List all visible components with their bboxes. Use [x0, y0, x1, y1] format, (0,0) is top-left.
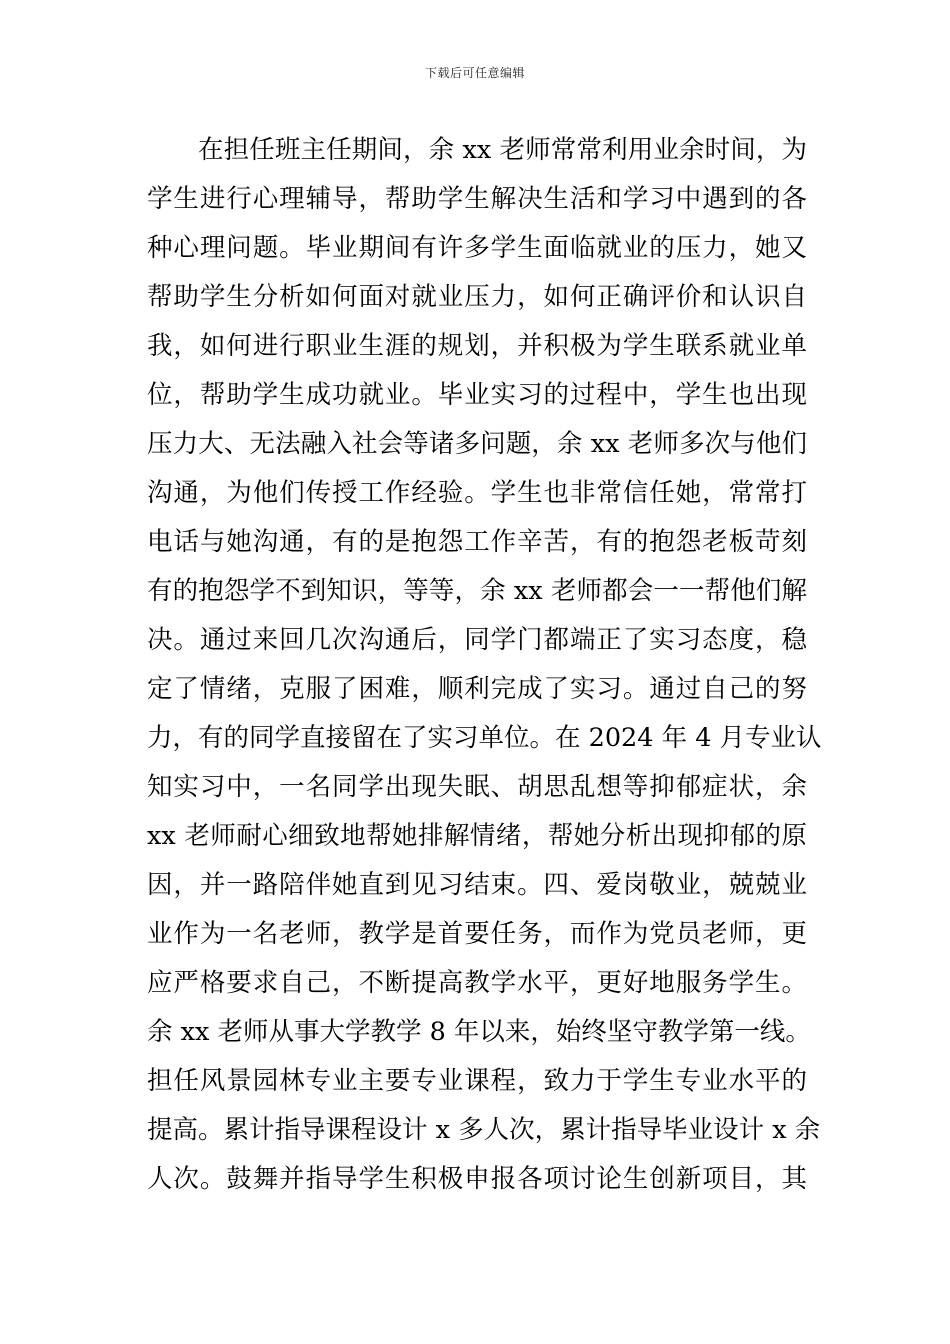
- text-line: 种心理问题。毕业期间有许多学生面临就业的压力，她又: [147, 233, 807, 263]
- text-line: 力，有的同学直接留在了实习单位。在 2024 年 4 月专业认: [147, 723, 822, 753]
- text-line: 定了情绪，克服了困难，顺利完成了实习。通过自己的努: [147, 674, 807, 704]
- text-line: xx 老师耐心细致地帮她排解情绪，帮她分析出现抑郁的原: [147, 821, 807, 851]
- text-line: 在担任班主任期间，余 xx 老师常常利用业余时间，为: [198, 135, 807, 165]
- text-line: 人次。鼓舞并指导学生积极申报各项讨论生创新项目，其: [147, 1164, 807, 1194]
- text-line: 应严格要求自己，不断提高教学水平，更好地服务学生。: [147, 968, 807, 998]
- text-line: 担任风景园林专业主要专业课程，致力于学生专业水平的: [147, 1066, 807, 1096]
- text-line: 我，如何进行职业生涯的规划，并积极为学生联系就业单: [147, 331, 807, 361]
- text-line: 提高。累计指导课程设计 x 多人次，累计指导毕业设计 x 余: [147, 1115, 821, 1145]
- text-line: 因，并一路陪伴她直到见习结束。四、爱岗敬业，兢兢业: [147, 870, 807, 900]
- text-line: 位，帮助学生成功就业。毕业实习的过程中，学生也出现: [147, 380, 807, 410]
- text-line: 压力大、无法融入社会等诸多问题，余 xx 老师多次与他们: [147, 429, 807, 459]
- text-line: 知实习中，一名同学出现失眠、胡思乱想等抑郁症状，余: [147, 772, 807, 802]
- text-line: 有的抱怨学不到知识，等等，余 xx 老师都会一一帮他们解: [147, 576, 807, 606]
- text-line: 余 xx 老师从事大学教学 8 年以来，始终坚守教学第一线。: [147, 1017, 811, 1047]
- text-line: 学生进行心理辅导，帮助学生解决生活和学习中遇到的各: [147, 184, 807, 214]
- text-line: 业作为一名老师，教学是首要任务，而作为党员老师，更: [147, 919, 807, 949]
- text-line: 沟通，为他们传授工作经验。学生也非常信任她，常常打: [147, 478, 807, 508]
- text-line: 帮助学生分析如何面对就业压力，如何正确评价和认识自: [147, 282, 807, 312]
- text-line: 电话与她沟通，有的是抱怨工作辛苦，有的抱怨老板苛刻: [147, 527, 807, 557]
- text-line: 决。通过来回几次沟通后，同学门都端正了实习态度，稳: [147, 625, 807, 655]
- body-paragraph: [147, 126, 822, 1204]
- page-header: 下载后可任意编辑: [424, 66, 525, 80]
